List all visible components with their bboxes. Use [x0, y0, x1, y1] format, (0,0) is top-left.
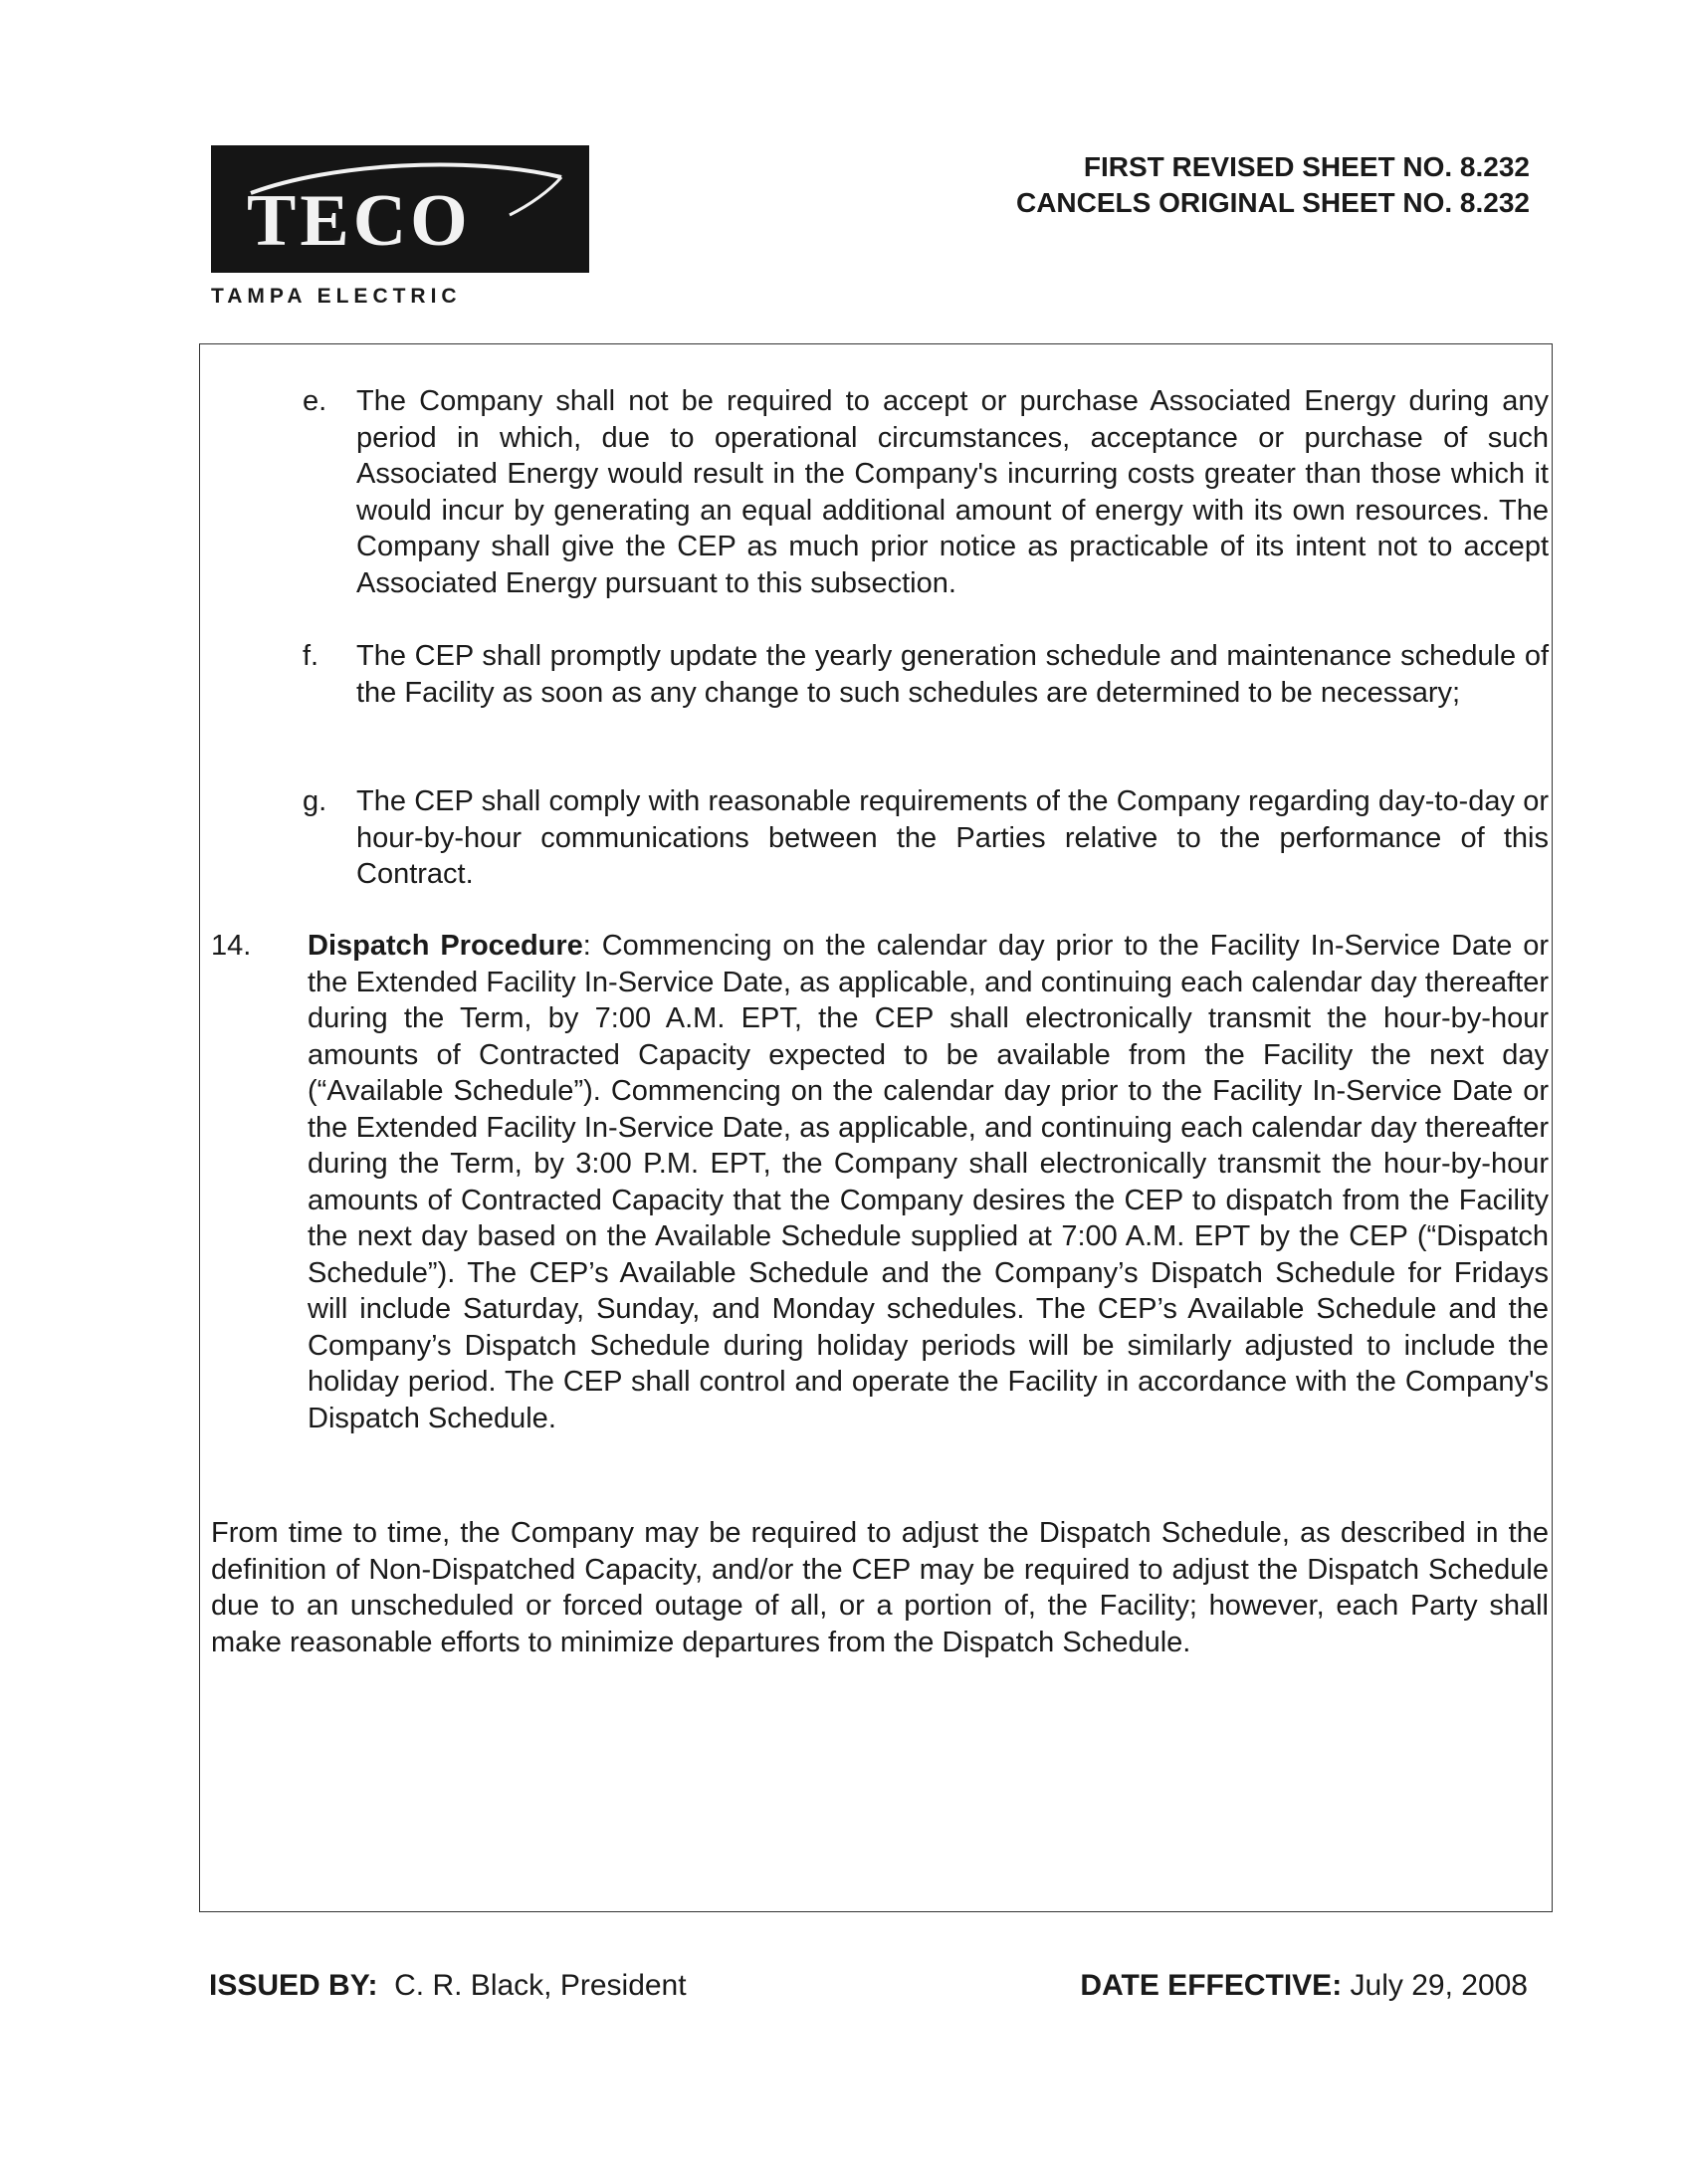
section-number: 14. [211, 930, 252, 962]
date-effective [1080, 1968, 1528, 2004]
section-body [308, 928, 1549, 1436]
issued-by [209, 1968, 687, 2004]
logo-text: TECO [247, 180, 472, 262]
company-logo [211, 145, 589, 273]
list-item [303, 783, 1549, 893]
item-text: The CEP shall comply with reasonable requirements of the Company regarding day-to-day or hour-by-hour communications between the Parties relative to the performance of this Contract. [356, 785, 1549, 890]
closing-paragraph: From time to time, the Company may be required to adjust the Dispatch Schedule, as described in the definition of Non-Dispatched Capacity, and/or the CEP may be required to adjust the Dispatch Schedule due to an unscheduled or forced outage of all, or a portion of, the Facility; however, each Party shall make reasonable efforts to minimize departures from the Dispatch Schedule. [211, 1517, 1549, 1658]
item-label: g. [303, 785, 327, 817]
item-text: The Company shall not be required to accept or purchase Associated Energy during any period in which, due to operational circumstances, acceptance or purchase of such Associated Energy would result in the Company's incurring costs greater than those which it would incur by generating an equal additional amount of energy with its own resources. The Company shall give the CEP as much prior notice as practicable of its intent not to accept Associated Energy pursuant to this subsection. [356, 385, 1549, 599]
section-14 [211, 928, 1549, 1436]
date-label: DATE EFFECTIVE: [1080, 1969, 1343, 2002]
sheet-header [1016, 149, 1530, 221]
issued-label: ISSUED BY: [209, 1969, 378, 2002]
issued-value: C. R. Black, President [394, 1969, 687, 2002]
section-text: : Commencing on the calendar day prior to the Facility In-Service Date or the Extended Facility In-Service Date, as applicable, and continuing each calendar day thereafter during the Term, by 7:00 A.M. EPT, the CEP shall electronically transmit the hour-by-hour amounts of Contracted Capacity expected to be available from the Facility the next day (“Available Schedule”). Commencing on the calendar day prior to the Facility In-Service Date or the Extended Facility In-Service Date, as applicable, and continuing each calendar day thereafter during the Term, by 3:00 P.M. EPT, the Company shall electronically transmit the hour-by-hour amounts of Contracted Capacity that the Company desires the CEP to dispatch from the Facility the next day based on the Available Schedule supplied at 7:00 A.M. EPT by the CEP (“Dispatch Schedule”). The CEP’s Available Schedule and the Company’s Dispatch Schedule for Fridays will include Saturday, Sunday, and Monday schedules. The CEP’s Available Schedule and the Company’s Dispatch Schedule during holiday periods will be similarly adjusted to include the holiday period. The CEP shall control and operate the Facility in accordance with the Company's Dispatch Schedule. [308, 930, 1549, 1434]
date-value: July 29, 2008 [1350, 1969, 1528, 2002]
sheet-number: FIRST REVISED SHEET NO. 8.232 [1083, 151, 1530, 182]
item-text: The CEP shall promptly update the yearly generation schedule and maintenance schedule of the Facility as soon as any change to such schedules are determined to be necessary; [356, 640, 1549, 709]
item-label: f. [303, 640, 319, 672]
company-name: TAMPA ELECTRIC [211, 285, 462, 308]
item-label: e. [303, 385, 327, 417]
section-title: Dispatch Procedure [308, 930, 583, 962]
list-item [303, 383, 1549, 601]
sheet-cancels: CANCELS ORIGINAL SHEET NO. 8.232 [1015, 187, 1530, 218]
list-item [303, 638, 1549, 711]
